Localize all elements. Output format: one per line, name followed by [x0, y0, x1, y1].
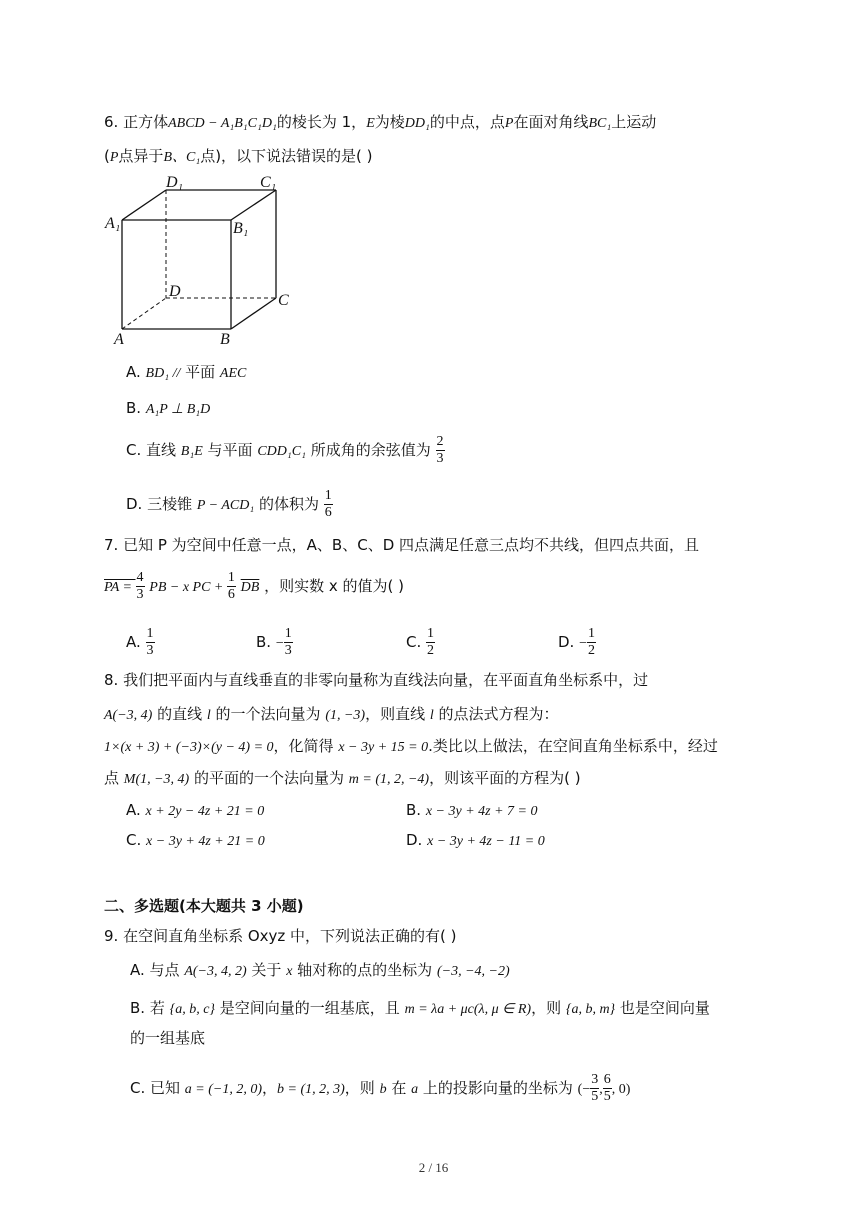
numerator: 4	[136, 570, 144, 585]
fraction	[603, 1072, 612, 1105]
text: 的直线	[152, 705, 207, 723]
q6-point-p: P	[109, 150, 119, 165]
q9-option-c	[130, 1068, 630, 1110]
numerator: 1	[324, 488, 332, 503]
q8-line-2	[104, 704, 559, 726]
math: b	[379, 1082, 387, 1097]
option-label: B.	[126, 399, 142, 417]
q9-option-a	[130, 960, 510, 982]
denominator: 3	[284, 643, 292, 658]
q7-line-1: 7. 已知 P 为空间中任意一点，A、B、C、D 四点满足任意三点均不共线，但四点共面，且	[104, 536, 700, 554]
option-label: C.	[126, 831, 142, 849]
math: m = (1, 2, −4)	[348, 772, 430, 787]
fraction	[587, 626, 596, 659]
q8-option-b	[406, 800, 538, 822]
text: 是空间向量的一组基底，且	[215, 999, 405, 1017]
math: AEC	[219, 366, 247, 381]
label-d1: D₁	[166, 174, 184, 191]
page-number: 2 / 16	[418, 1160, 449, 1175]
q6-option-a	[126, 362, 246, 384]
label-a1: A₁	[105, 215, 121, 232]
math: , 0)	[611, 1082, 631, 1097]
math: A(−3, 4, 2)	[184, 964, 247, 979]
fraction	[136, 570, 145, 603]
denominator: 3	[146, 643, 154, 658]
fraction	[590, 1072, 599, 1105]
option-label: A.	[126, 801, 141, 819]
text: 轴对称的点的坐标为	[292, 961, 437, 979]
minus-sign: −	[275, 636, 284, 651]
q8-line-4	[104, 768, 581, 790]
math: x	[286, 964, 293, 979]
denominator: 6	[227, 587, 235, 602]
text: 平面	[180, 363, 220, 381]
q9-line-1: 9. 在空间直角坐标系 Oxyz 中，下列说法正确的有( )	[104, 927, 457, 945]
denominator: 5	[591, 1089, 599, 1104]
text: ，则该平面的方程为( )	[429, 769, 581, 787]
q6-text: 6. 正方体	[104, 113, 169, 131]
text: .类比以上做法，在空间直角坐标系中，经过	[428, 737, 718, 755]
text: ，则实数 x 的值为( )	[264, 577, 405, 595]
option-label: D.	[558, 633, 575, 651]
q6-line-2	[104, 146, 373, 168]
cube-figure	[100, 172, 300, 348]
q6-option-d	[126, 484, 333, 526]
option-label: B.	[406, 801, 422, 819]
q6-point-e: E	[366, 116, 375, 131]
math: A₁P ⊥ B₁D	[145, 402, 211, 417]
q6-option-c	[126, 430, 445, 472]
math: x − 3y + 4z + 7 = 0	[425, 804, 538, 819]
label-c: C	[278, 292, 289, 309]
label-b: B	[220, 331, 230, 348]
text: 与平面	[202, 441, 258, 459]
numerator: 1	[146, 626, 154, 641]
math: a = (−1, 2, 0)	[184, 1082, 262, 1097]
math: ,	[599, 1082, 603, 1097]
option-label: C.	[406, 633, 422, 651]
q8-option-a	[126, 800, 264, 822]
label-d: D	[169, 283, 181, 300]
math: x − 3y + 15 = 0	[338, 740, 429, 755]
option-label: C. 直线	[126, 441, 181, 459]
math: B₁E	[180, 444, 203, 459]
denominator: 5	[603, 1089, 611, 1104]
math: P − ACD₁	[196, 498, 255, 513]
q6-text: (	[104, 147, 110, 165]
q8-option-d	[406, 830, 545, 852]
q6-option-b	[126, 398, 210, 420]
q9-option-b	[130, 998, 710, 1020]
vector-equation: PA =	[104, 580, 136, 595]
q7-line-2	[104, 566, 404, 608]
q6-points: B、C₁	[163, 150, 201, 165]
q8-option-c	[126, 830, 265, 852]
text: 所成角的余弦值为	[305, 441, 431, 459]
q6-point-p: P	[504, 116, 514, 131]
edge-bc	[231, 298, 276, 329]
numerator: 6	[603, 1072, 611, 1087]
option-label: D. 三棱锥	[126, 495, 197, 513]
option-label: A.	[126, 633, 141, 651]
math: x + 2y − 4z + 21 = 0	[145, 804, 265, 819]
text: B. 若	[130, 999, 170, 1017]
math: x − 3y + 4z − 11 = 0	[427, 834, 545, 849]
text: C. 已知	[130, 1079, 185, 1097]
math: x − 3y + 4z + 21 = 0	[146, 834, 265, 849]
text: 的体积为	[254, 495, 320, 513]
text: 的一个法向量为	[210, 705, 326, 723]
q6-edge-dd1: DD₁	[404, 116, 430, 131]
text: 的平面的一个法向量为	[189, 769, 349, 787]
vector-db: $\overline{DB}$	[240, 580, 260, 595]
section-title: 二、多选题(本大题共 3 小题)	[104, 897, 304, 915]
numerator: 1	[227, 570, 235, 585]
edge-a1d1	[122, 190, 166, 220]
math: (−	[577, 1082, 591, 1097]
numerator: 2	[436, 434, 444, 449]
minus-sign: −	[579, 636, 588, 651]
option-label: D.	[406, 831, 423, 849]
math: b = (1, 2, 3)	[277, 1082, 345, 1097]
text: ，化简得	[273, 737, 339, 755]
label-c1: C₁	[260, 174, 277, 191]
text: ，则	[531, 999, 566, 1017]
q6-text: 点异于	[118, 147, 164, 165]
label-a: A	[114, 331, 124, 348]
q6-text: 的中点，点	[429, 113, 505, 131]
q7-option-b	[256, 622, 293, 664]
text: A. 与点	[130, 961, 185, 979]
fraction	[436, 434, 445, 467]
q8-line-1: 8. 我们把平面内与直线垂直的非零向量称为直线法向量，在平面直角坐标系中，过	[104, 671, 649, 689]
option-label: B.	[256, 633, 272, 651]
math: m = λa + μc(λ, μ ∈ R)	[404, 1002, 532, 1017]
numerator: 1	[588, 626, 596, 641]
math: {a, b, m}	[565, 1002, 616, 1017]
denominator: 6	[324, 505, 332, 520]
text: 点	[104, 769, 124, 787]
math: 1×(x + 3) + (−3)×(y − 4) = 0	[104, 740, 274, 755]
q6-text: 的棱长为 1，	[276, 113, 367, 131]
q8-line-3	[104, 736, 718, 758]
math: A(−3, 4)	[104, 708, 153, 723]
q6-text: 在面对角线	[513, 113, 589, 131]
math: l	[429, 708, 434, 723]
text: 的点法式方程为：	[433, 705, 559, 723]
denominator: 3	[136, 587, 144, 602]
numerator: 3	[591, 1072, 599, 1087]
option-label: A.	[126, 363, 141, 381]
q6-text: 点)，以下说法错误的是( )	[200, 147, 373, 165]
text: ，则直线	[365, 705, 430, 723]
q6-line-1	[104, 112, 656, 134]
q6-diagonal-bc1: BC₁	[588, 116, 612, 131]
math: BD₁ //	[145, 366, 181, 381]
vector-equation: PB − x PC +	[149, 580, 227, 595]
math: (−3, −4, −2)	[436, 964, 510, 979]
math: CDD₁C₁	[257, 444, 306, 459]
math: M(1, −3, 4)	[123, 772, 190, 787]
text: 在	[386, 1079, 412, 1097]
denominator: 2	[588, 643, 596, 658]
edge-ad-hidden	[122, 298, 166, 329]
label-b1: B₁	[233, 220, 249, 237]
math: {a, b, c}	[169, 1002, 216, 1017]
text: 也是空间向量	[615, 999, 710, 1017]
denominator: 3	[436, 451, 444, 466]
text: 关于	[246, 961, 287, 979]
text: 上的投影向量的坐标为	[418, 1079, 578, 1097]
q6-text: 上运动	[611, 113, 657, 131]
fraction	[426, 626, 435, 659]
text: ，则	[344, 1079, 380, 1097]
q7-option-c	[406, 622, 435, 662]
edge-b1c1	[231, 190, 276, 220]
math: (1, −3)	[325, 708, 366, 723]
math: l	[206, 708, 211, 723]
q6-text: 为棱	[374, 113, 405, 131]
math: a	[411, 1082, 419, 1097]
text: ，	[262, 1079, 278, 1097]
q6-cube-name: ABCD − A₁B₁C₁D₁	[168, 116, 277, 131]
fraction	[146, 626, 155, 659]
denominator: 2	[427, 643, 435, 658]
numerator: 1	[284, 626, 292, 641]
q7-option-d	[558, 622, 596, 664]
fraction	[227, 570, 236, 603]
q7-option-a	[126, 622, 155, 662]
fraction	[324, 488, 333, 521]
numerator: 1	[427, 626, 435, 641]
fraction	[284, 626, 293, 659]
q9-option-b-cont: 的一组基底	[130, 1029, 206, 1047]
